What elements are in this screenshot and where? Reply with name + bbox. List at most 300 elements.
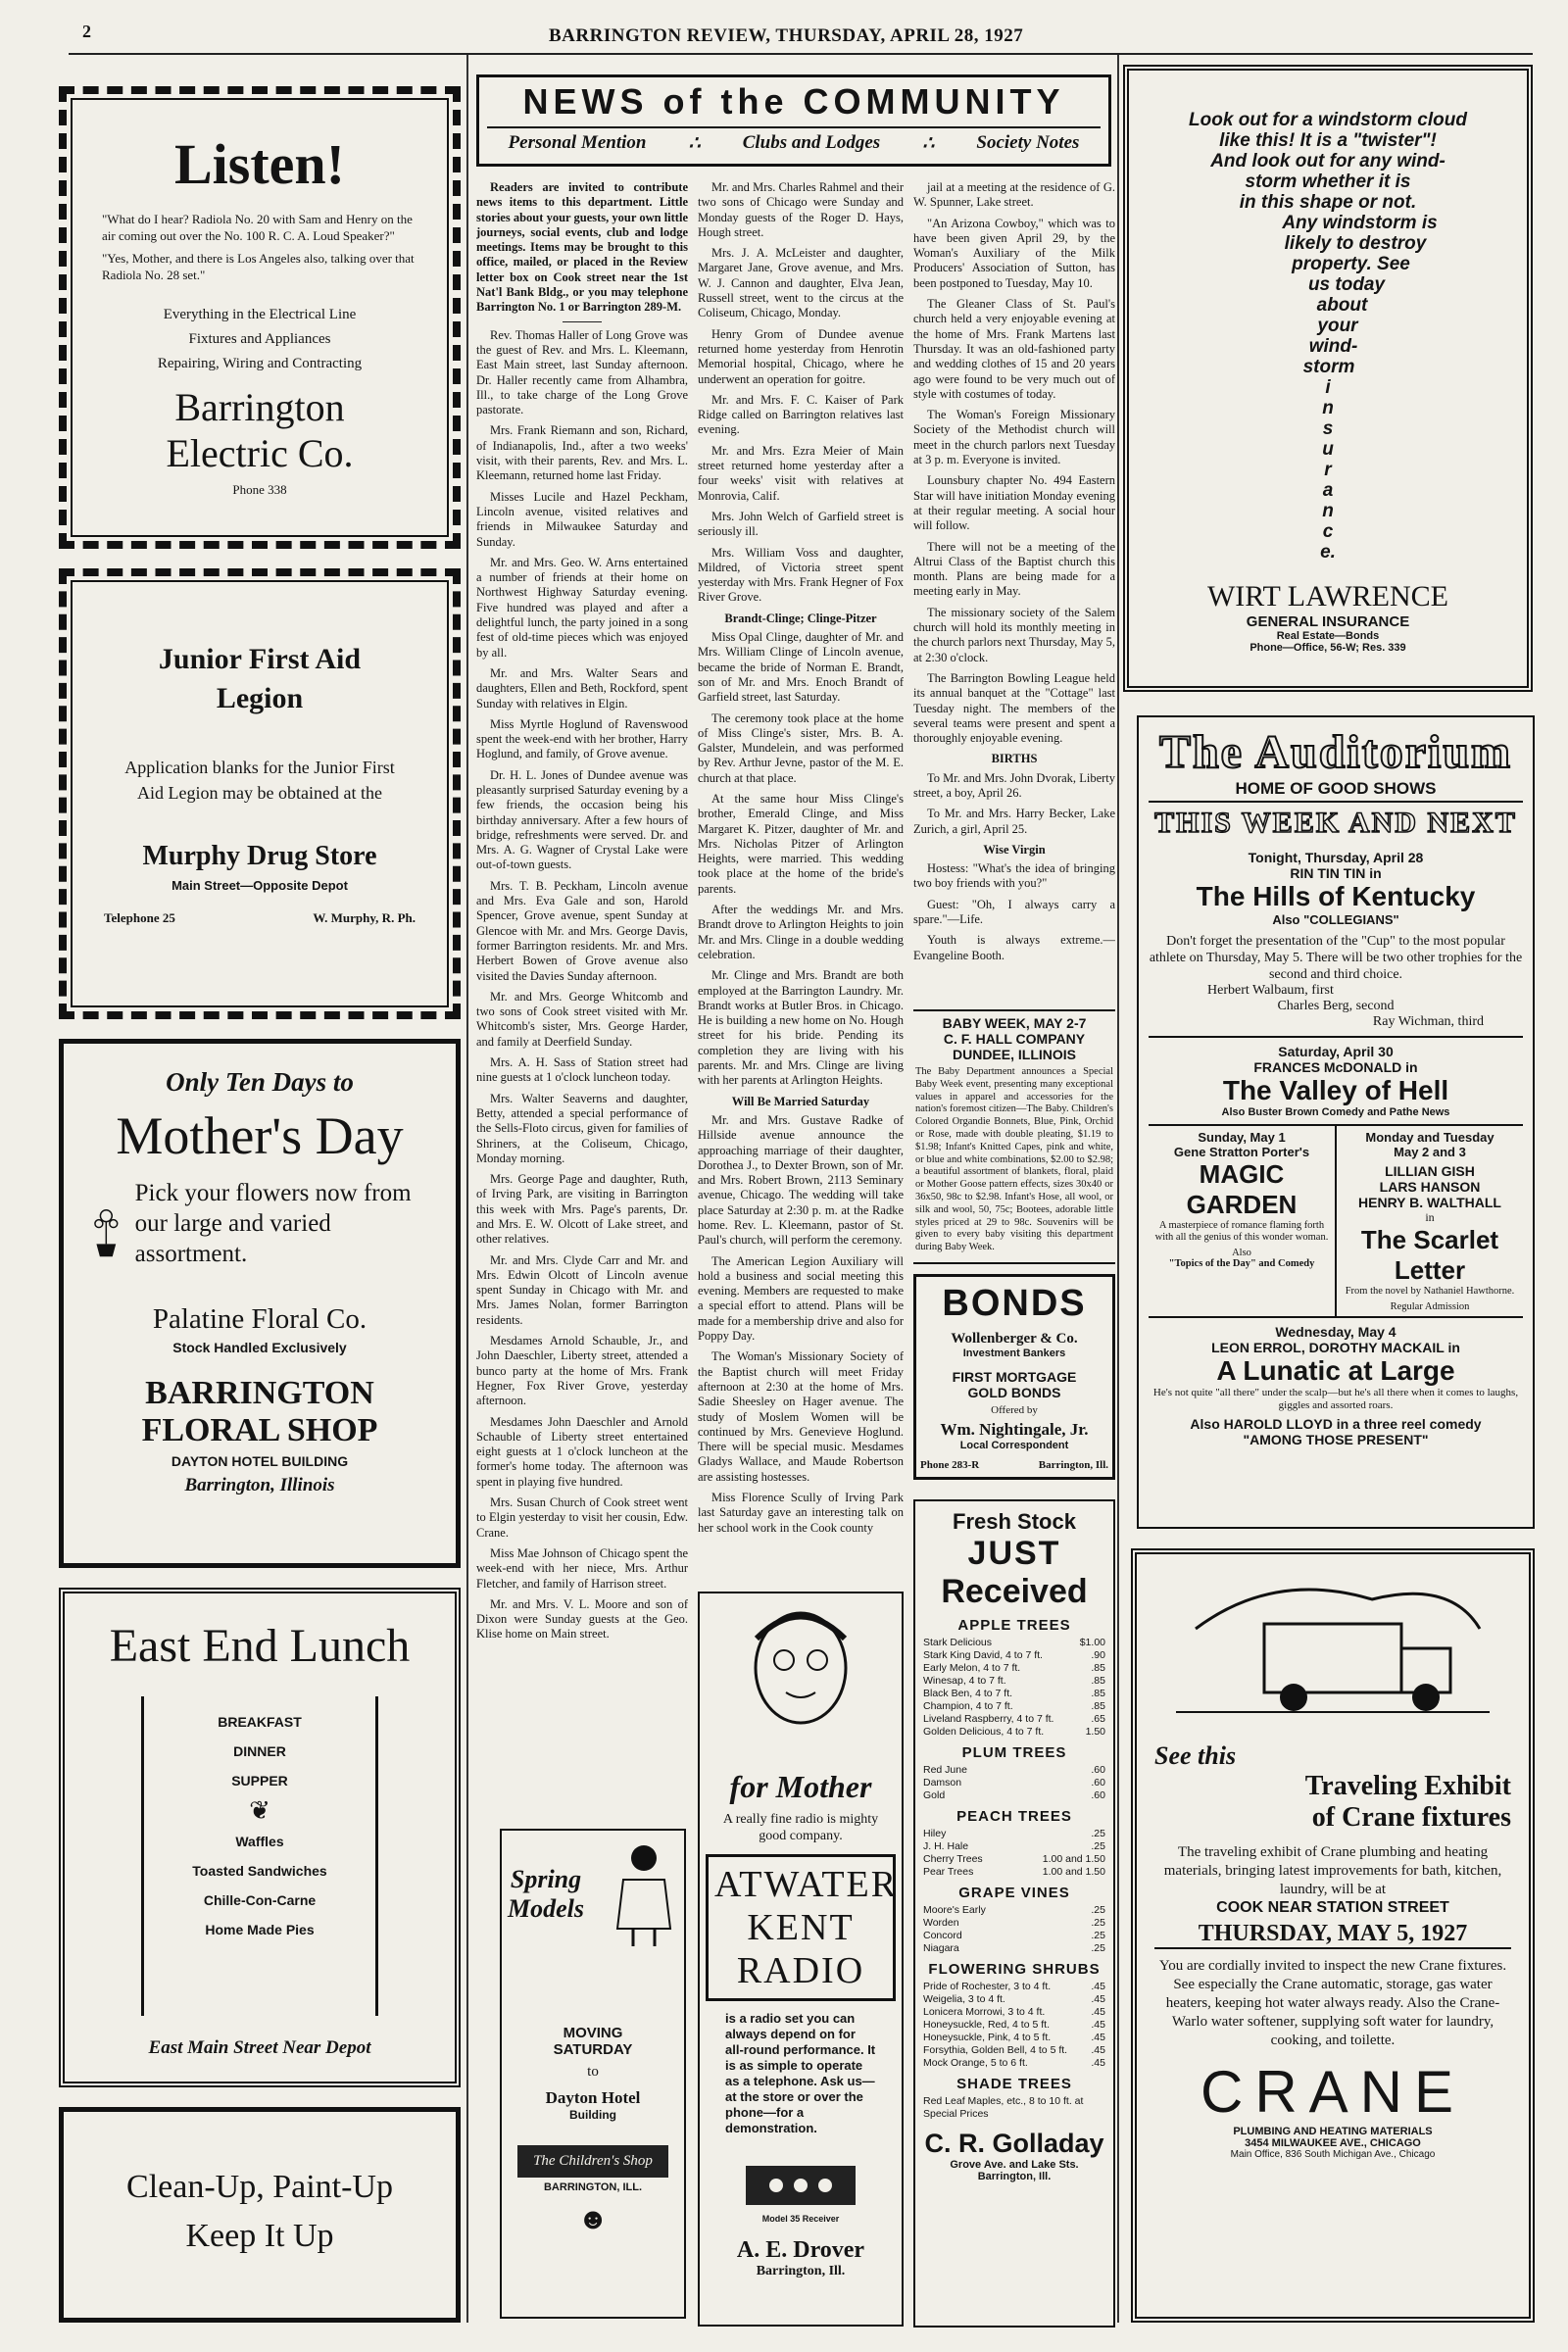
- film-title: The Hills of Kentucky: [1196, 881, 1476, 911]
- price-list: [923, 1617, 1105, 2121]
- masthead-title: BARRINGTON REVIEW, THURSDAY, APRIL 28, 1927: [549, 25, 1024, 46]
- price-item: Lonicera Morrowi, 3 to 4 ft.: [923, 2006, 1046, 2018]
- news-item: Mrs. T. B. Peckham, Lincoln avenue and Mrs. Eva Gale and son, Harold Spencer, Grove avenue, spent Sunday at Glencoe with Mr. and Mrs. George Davis, former Barrington residents. Mr. and Mrs. Herbert Bowen of Grove avenue also visited the Davies Sunday afternoon.: [476, 878, 688, 983]
- show-star: RIN TIN TIN in: [1290, 865, 1382, 881]
- column-rule: [1117, 55, 1119, 2323]
- price-value: .90: [1091, 1649, 1105, 1661]
- price-row: [923, 1981, 1105, 1993]
- store-address: Main Street—Opposite Depot: [172, 878, 348, 893]
- price-item: Black Ben, 4 to 7 ft.: [923, 1688, 1013, 1699]
- ad-dialog: "What do I hear? Radiola No. 20 with Sam and Henry on the air coming out over the No. 100 R. C. A. Loud Speaker?": [102, 212, 413, 243]
- price-row: [923, 1675, 1105, 1688]
- windstorm-line: storm whether it is: [1245, 172, 1411, 192]
- firm-name: Wollenberger & Co.: [951, 1331, 1078, 1347]
- dealer-city: Barrington, Ill.: [756, 2264, 846, 2278]
- price-section-heading: SHADE TREES: [956, 2076, 1072, 2092]
- electric-company-ad: [59, 86, 461, 549]
- price-row: [923, 1726, 1105, 1739]
- price-item: Honeysuckle, Pink, 4 to 5 ft.: [923, 2032, 1052, 2043]
- price-value: .85: [1091, 1662, 1105, 1674]
- shop-sign: The Children's Shop: [517, 2145, 668, 2178]
- agent-phone: Phone—Office, 56-W; Res. 339: [1250, 642, 1406, 654]
- show-date: Wednesday, May 4: [1275, 1324, 1396, 1340]
- windstorm-line: n: [1322, 501, 1334, 521]
- price-item: Gold: [923, 1789, 946, 1801]
- price-value: .45: [1091, 2032, 1105, 2043]
- news-item: Hostess: "What's the idea of bringing two boy friends with you?": [913, 861, 1115, 891]
- auditorium-ad: [1137, 715, 1535, 1529]
- price-row: [923, 1688, 1105, 1700]
- price-item: Concord: [923, 1930, 962, 1941]
- news-item: Mrs. J. A. McLeister and daughter, Margaret Jane, Grove avenue, and Mrs. W. J. Cannon and daughter, Elva Jean, Russell street, went to the circus at the Coliseum, Chicago, Monday.: [698, 246, 904, 320]
- price-row: [923, 1713, 1105, 1726]
- ad-title: Fresh Stock: [953, 1509, 1076, 1534]
- ad-title: Junior First Aid: [158, 643, 362, 675]
- moving-line: Building: [569, 2108, 616, 2122]
- price-item: Early Melon, 4 to 7 ft.: [923, 1662, 1021, 1674]
- ad-body: You are cordially invited to inspect the new Crane fixtures. See especially the Crane automatic, storage, gas water heaters, keeping hot water always ready. Also the Crane-Warlo water softener, supplying soft water for laundry, cooking, and toilette.: [1158, 1958, 1507, 2048]
- price-value: .25: [1091, 1904, 1105, 1916]
- windstorm-line: s: [1322, 418, 1334, 439]
- agent-role: Local Correspondent: [959, 1440, 1069, 1451]
- show-star: Gene Stratton Porter's: [1173, 1145, 1310, 1159]
- price-section-heading: GRAPE VINES: [958, 1885, 1070, 1901]
- windstorm-line: like this! It is a "twister"!: [1219, 130, 1437, 151]
- news-item: Mr. Clinge and Mrs. Brandt are both employed at the Barrington Laundry. Mr. Brandt works at Butler Bros. in Chicago. He is building a new home on No. Hough street for his bride. Pending its completion they are living with his parents. Mr. and Mrs. Clinge are living with her parents at Arlington Heights.: [698, 968, 904, 1088]
- ad-footer: [104, 910, 416, 926]
- windstorm-text: [1149, 110, 1507, 563]
- price-row: [923, 2032, 1105, 2044]
- news-subhead: Brandt-Clinge; Clinge-Pitzer: [724, 611, 877, 625]
- price-item: Moore's Early: [923, 1904, 986, 1916]
- cast-name: HENRY B. WALTHALL: [1358, 1195, 1501, 1210]
- ad-body: The Baby Department announces a Special Baby Week event, presenting many exceptional values in apparel and accessories for the nation's foremost citizen—The Baby. Children's Colored Organdie Bonnets, Blue, Pink, Orchid or Rose, made with double pleating, $1.19 to $1.98; Infant's Knitted Capes, pink and white, or blue and white combinations, $2.00 to $2.98; a beautiful assortment of blankets, floral, plaid or Mother Goose pattern effects, sizes 30x40 or 36x50, 98c to $2.98. Infant's Hose, all wool, or silk and wool, 50, 75c; Bootees, adorable little styles priced at 29 to 98c. Souvenirs will be given to every baby visiting this department during Baby Week.: [915, 1066, 1113, 1253]
- news-item: Mr. and Mrs. Charles Rahmel and their two sons of Chicago were Sunday and Monday guests of the Roger D. Hays, Hough street.: [698, 180, 904, 239]
- show-extra: "AMONG THOSE PRESENT": [1243, 1432, 1429, 1447]
- shop-city: Barrington, Illinois: [184, 1475, 335, 1495]
- menu-item: Chille-Con-Carne: [203, 1892, 317, 1908]
- column-rule: [466, 55, 468, 2323]
- film-title: The Scarlet: [1360, 1225, 1499, 1254]
- film-title: GARDEN: [1186, 1190, 1298, 1219]
- windstorm-line: u: [1322, 439, 1334, 460]
- price-row: [923, 1637, 1105, 1649]
- lunch-location: East Main Street Near Depot: [148, 2037, 371, 2058]
- price-item: Weigelia, 3 to 4 ft.: [923, 1993, 1005, 2005]
- price-row: [923, 1649, 1105, 1662]
- shop-name: FLORAL SHOP: [141, 1412, 378, 1448]
- ad-line: Everything in the Electrical Line: [163, 307, 357, 322]
- winner: Herbert Walbaum, first: [1207, 983, 1334, 998]
- windstorm-line: Any windstorm is: [1282, 213, 1438, 233]
- slogan-line: Clean-Up, Paint-Up: [126, 2169, 393, 2205]
- news-item: Mrs. George Page and daughter, Ruth, of Irving Park, are visiting in Barrington this week with Mrs. Page's parents, Dr. and Mrs. E. W. Olcott of Lake street, and other relatives.: [476, 1172, 688, 1247]
- dealer-name: C. R. Golladay: [924, 2129, 1104, 2158]
- windstorm-line: storm: [1302, 357, 1355, 377]
- price-row: [923, 1853, 1105, 1866]
- price-row: [923, 1828, 1105, 1840]
- show-desc: A masterpiece of romance flaming forth with all the genius of this wonder woman.: [1154, 1220, 1329, 1243]
- news-item: Mrs. Walter Seaverns and daughter, Betty, attended a special performance of the Sells-Floto circus, given for families of Shriners, at the Coliseum, Chicago, Monday morning.: [476, 1091, 688, 1165]
- price-row: [923, 1700, 1105, 1713]
- news-item: Mr. and Mrs. Geo. W. Arns entertained a number of friends at their home on Northwest Highway Saturday evening. Five hundred was played and after a delightful lunch, the party joined in a song fest of old-time pieces which was enjoyed by all.: [476, 555, 688, 660]
- show-date: Sunday, May 1: [1198, 1130, 1286, 1145]
- price-item: Forsythia, Golden Bell, 4 to 5 ft.: [923, 2044, 1068, 2056]
- show-also: Also: [1232, 1248, 1251, 1258]
- news-item: The missionary society of the Salem church will hold its monthly meeting in the church parlors next Thursday, May 5, at 2:30 o'clock.: [913, 605, 1115, 664]
- news-item: Misses Lucile and Hazel Peckham, Lincoln avenue, visited relatives and friends in Milwaukee Saturday and Sunday.: [476, 489, 688, 549]
- flower-row: [89, 1178, 430, 1286]
- separator: [563, 321, 602, 322]
- show-note: Don't forget the presentation of the "Cup" to the most popular athlete on Thursday, May 5. There will be two other trophies for the second and third choice.: [1149, 934, 1523, 982]
- spring-title: [508, 1865, 584, 1924]
- news-item: Mr. and Mrs. Walter Sears and daughters, Ellen and Beth, Rockford, spent Sunday with relatives in Elgin.: [476, 665, 688, 710]
- show-star: LEON ERROL, DOROTHY MACKAIL in: [1211, 1340, 1460, 1355]
- news-item: Mesdames Arnold Schauble, Jr., and John Daeschler, Liberty street, attended a bunco party at the home of Mrs. Frank Hegner, Fox River Grove, yesterday afternoon.: [476, 1334, 688, 1408]
- menu-item: SUPPER: [231, 1773, 288, 1788]
- price-value: .25: [1091, 1917, 1105, 1929]
- crane-address: 3454 MILWAUKEE AVE., CHICAGO: [1245, 2137, 1421, 2149]
- price-row: [923, 1840, 1105, 1853]
- price-item: Stark King David, 4 to 7 ft.: [923, 1649, 1043, 1661]
- ad-title: C. F. HALL COMPANY: [943, 1031, 1086, 1047]
- windstorm-line: i: [1325, 377, 1331, 398]
- news-item: Mrs. Susan Church of Cook street went to Elgin yesterday to visit her cousin, Edw. Crane.: [476, 1495, 688, 1540]
- ad-title: JUST: [967, 1535, 1061, 1572]
- crane-ad: [1131, 1548, 1535, 2323]
- crane-headline: of Crane fixtures: [1311, 1802, 1511, 1833]
- price-item: Winesap, 4 to 7 ft.: [923, 1675, 1006, 1687]
- moving-line: SATURDAY: [553, 2041, 633, 2058]
- windstorm-line: in this shape or not.: [1239, 192, 1417, 213]
- news-item: The Woman's Missionary Society of the Baptist church will meet Friday afternoon at 2:30 at the home of Mrs. Sadie Sheesley on Hager avenue. The study of Moslem Women will be continued by Mrs. Genevieve Hoglund. There will be special music. Mesdames Gladys Wallace, and Maude Robertson are assisting hostesses.: [698, 1349, 904, 1484]
- price-row: [923, 2006, 1105, 2019]
- show-desc: From the novel by Nathaniel Hawthorne.: [1345, 1286, 1515, 1297]
- childrens-shop-ad: [500, 1829, 686, 2319]
- price-item: Liveland Raspberry, 4 to 7 ft.: [923, 1713, 1054, 1725]
- windstorm-line: likely to destroy: [1284, 233, 1427, 254]
- price-row: [923, 2108, 1105, 2121]
- news-item: Miss Mae Johnson of Chicago spent the week-end with her niece, Mrs. Arthur Fletcher, and family of Harrison street.: [476, 1545, 688, 1591]
- shop-city: BARRINGTON, ILL.: [543, 2181, 642, 2193]
- agent-sub: Real Estate—Bonds: [1276, 630, 1380, 642]
- spring-title-line: Models: [508, 1894, 584, 1923]
- theater-tagline: HOME OF GOOD SHOWS: [1149, 779, 1523, 803]
- news-column-c: [913, 180, 1115, 1004]
- price-value: .60: [1091, 1777, 1105, 1788]
- price-section-heading: APPLE TREES: [957, 1617, 1071, 1634]
- price-value: .45: [1091, 2006, 1105, 2018]
- price-value: .60: [1091, 1789, 1105, 1801]
- news-item: Miss Florence Scully of Irving Park last Saturday gave an interesting talk on her school work in the Cook county: [698, 1491, 904, 1535]
- price-row: [923, 1764, 1105, 1777]
- ad-body: The traveling exhibit of Crane plumbing and heating materials, bringing latest improvements for bath, kitchen, laundry, will be at: [1163, 1844, 1502, 1897]
- price-value: 1.00 and 1.50: [1042, 1853, 1105, 1865]
- price-value: .60: [1091, 1764, 1105, 1776]
- news-item: Readers are invited to contribute news items to this department. Little stories about your guests, your own little journeys, social events, club and lodge meetings. Items may be brought to this office, mailed, or placed in the Review letter box on Cook street near the 1st Nat'l Bank Bldg., or you may telephone Barrington No. 1 or Barrington 289-M.: [476, 180, 688, 315]
- news-item: jail at a meeting at the residence of G. W. Spunner, Lake street.: [913, 180, 1115, 210]
- price-row: [923, 1866, 1105, 1879]
- brand-line: ATWATER: [714, 1864, 899, 1905]
- slogan-line: Keep It Up: [185, 2218, 334, 2254]
- film-title: Letter: [1394, 1255, 1466, 1285]
- price-row: [923, 1662, 1105, 1675]
- price-item: Red Leaf Maples, etc., 8 to 10 ft. at: [923, 2095, 1084, 2107]
- news-item: Mr. and Mrs. F. C. Kaiser of Park Ridge called on Barrington relatives last evening.: [698, 392, 904, 437]
- community-banner: [476, 74, 1111, 167]
- show-date: Monday and Tuesday: [1365, 1130, 1494, 1145]
- price-item: Cherry Trees: [923, 1853, 983, 1865]
- moving-line: MOVING: [563, 2025, 623, 2041]
- news-item: Mr. and Mrs. Gustave Radke of Hillside avenue announce the approaching marriage of their daughter, Dorothea J., to Dexter Brown, son of Mr. and Mrs. Robert Brown, 2113 Seminary avenue, Chicago. The wedding will take place Saturday at 2:30 p. m. at the Radke home. Rev. L. Kleemann, pastor of St. Paul's church, will perform the ceremony.: [698, 1112, 904, 1248]
- price-row: [923, 1789, 1105, 1802]
- brand-line: KENT: [747, 1907, 855, 1948]
- ad-headline: BONDS: [942, 1283, 1087, 1324]
- firm-sub: Investment Bankers: [962, 1348, 1066, 1359]
- price-value: .45: [1091, 2057, 1105, 2069]
- news-item: Mrs. William Voss and daughter, Mildred, of Victoria street spent yesterday with Mrs. Frank Hegner of Fox River Grove.: [698, 545, 904, 605]
- agent-name: Wm. Nightingale, Jr.: [940, 1420, 1089, 1439]
- news-item: There will not be a meeting of the Altrui Class of the Baptist church this month. Plans are being made for a meeting early in May.: [913, 539, 1115, 599]
- menu-item: DINNER: [233, 1743, 286, 1759]
- saturday-block: [1149, 1036, 1523, 1118]
- windstorm-line: your: [1317, 316, 1358, 336]
- banner-subhead: Clubs and Lodges: [742, 132, 881, 153]
- price-item: J. H. Hale: [923, 1840, 969, 1852]
- crest-icon: ☻: [577, 2203, 609, 2235]
- news-item: The Barrington Bowling League held its annual banquet at the "Cottage" last Tuesday night. The members of the several teams were present and spent a thoroughly enjoyable evening.: [913, 670, 1115, 746]
- ad-tagline: A really fine radio is mighty good company.: [722, 1812, 879, 1843]
- ad-phone: Phone 338: [232, 482, 287, 497]
- price-item: Damson: [923, 1777, 962, 1788]
- first-aid-ad: [59, 568, 461, 1019]
- price-value: .25: [1091, 1840, 1105, 1852]
- price-item: Worden: [923, 1917, 959, 1929]
- show-extra: "Topics of the Day" and Comedy: [1168, 1258, 1315, 1269]
- cleanup-ad: [59, 2107, 461, 2323]
- price-row: [923, 1942, 1105, 1955]
- store-name: Murphy Drug Store: [142, 841, 377, 871]
- ad-body: Pick your flowers now from our large and varied assortment.: [134, 1180, 412, 1267]
- split-block: [1149, 1124, 1523, 1316]
- model-caption: Model 35 Receiver: [761, 2214, 840, 2224]
- news-item: Miss Opal Clinge, daughter of Mr. and Mrs. William Clinge of Lincoln avenue, became the bride of Norman E. Brandt, son of Mr. and Mrs. Enoch Brandt of Garfield street, last Saturday.: [698, 630, 904, 705]
- news-item: Mr. and Mrs. Ezra Meier of Main street returned home yesterday after a four weeks' visit with relatives at Monrovia, Calif.: [698, 443, 904, 503]
- agent-name: WIRT LAWRENCE: [1206, 580, 1449, 612]
- price-value: .45: [1091, 2044, 1105, 2056]
- news-item: Youth is always extreme.—Evangeline Booth.: [913, 933, 1115, 962]
- ad-dialog: "Yes, Mother, and there is Los Angeles also, talking over that Radiola No. 28 set.": [102, 251, 415, 282]
- news-subhead: BIRTHS: [991, 752, 1038, 766]
- mother-portrait-icon: [708, 1599, 894, 1746]
- page-header: [0, 0, 1568, 51]
- ad-title: Legion: [216, 682, 304, 714]
- news-item: The American Legion Auxiliary will hold a business and social meeting this evening. Members are requested to make a special effort to attend. Plans will be made for a membership drive and also for Poppy Day.: [698, 1253, 904, 1344]
- price-row: [923, 2095, 1105, 2108]
- news-item: Miss Myrtle Hoglund of Ravenswood spent the week-end with her brother, Harry Hoglund, and family, of Grove avenue.: [476, 716, 688, 761]
- menu-item: BREAKFAST: [218, 1714, 302, 1730]
- ad-headline: East End Lunch: [109, 1620, 411, 1672]
- price-value: .45: [1091, 1981, 1105, 1992]
- ad-phone: Phone 283-R: [920, 1459, 980, 1471]
- show-adm: Regular Admission: [1390, 1301, 1470, 1312]
- company-name: Palatine Floral Co.: [152, 1303, 368, 1335]
- windstorm-line: about: [1316, 295, 1368, 316]
- news-item: Henry Grom of Dundee avenue returned home yesterday from Henrotin Memorial hospital, Chicago, where he underwent an operation for goitre.: [698, 326, 904, 386]
- crane-see: See this: [1154, 1741, 1237, 1770]
- banner-title: NEWS of the COMMUNITY: [522, 81, 1065, 122]
- agent-title: GENERAL INSURANCE: [1246, 613, 1410, 630]
- price-item: Mock Orange, 5 to 6 ft.: [923, 2057, 1028, 2069]
- ad-headline: Mother's Day: [116, 1106, 404, 1165]
- lunch-ad: [59, 1588, 461, 2087]
- moving-line: to: [587, 2064, 599, 2080]
- baby-week-ad: [913, 1009, 1115, 1264]
- price-section-heading: PEACH TREES: [956, 1808, 1072, 1825]
- price-item: Stark Delicious: [923, 1637, 993, 1648]
- price-item: Niagara: [923, 1942, 959, 1954]
- truck-illustration-icon: [1156, 1570, 1509, 1727]
- dealer-name: A. E. Drover: [736, 2237, 865, 2263]
- theater-name: The Auditorium: [1158, 726, 1513, 778]
- monday-block: [1337, 1126, 1523, 1316]
- price-row: [923, 1930, 1105, 1942]
- brand-box: [706, 1854, 899, 2001]
- news-item: Rev. Thomas Haller of Long Grove was the guest of Rev. and Mrs. L. Kleemann, East Main street, last Sunday afternoon. Dr. Haller recently came from Alhambra, Ill., to take charge of the Long Grove pastorate.: [476, 327, 688, 417]
- price-item: Red June: [923, 1764, 967, 1776]
- news-item: The ceremony took place at the home of Miss Clinge's sister, Mrs. B. A. Galster, Mundelein, and was performed by Rev. Arthur Jevne, pastor of the M. E. church at that place.: [698, 710, 904, 785]
- header-rule: [69, 53, 1533, 55]
- windstorm-line: e.: [1320, 542, 1336, 563]
- ad-headline: for Mother: [729, 1769, 872, 1804]
- film-title: The Valley of Hell: [1222, 1075, 1449, 1105]
- news-item: Mrs. A. H. Sass of Station street had nine guests at 1 o'clock luncheon today.: [476, 1055, 688, 1085]
- ad-headline: Listen!: [174, 132, 345, 196]
- news-item: The Gleaner Class of St. Paul's church held a very enjoyable evening at the home of Mrs. Frank Martens last Thursday. It was an old-fashioned party and wedding clothes of 15 and 20 years ago were found to be very much out of style with costumes of today.: [913, 297, 1115, 401]
- news-item: Mr. and Mrs. George Whitcomb and two sons of Cook street visited with Mr. Whitcomb's sister, Mrs. George Harder, and family at Deerfield Sunday.: [476, 989, 688, 1049]
- news-item: Mrs. Frank Riemann and son, Richard, of Indianapolis, Ind., after a two weeks' visit, with their parents, Rev. and Mrs. L. Kleemann, returned home last Friday.: [476, 423, 688, 483]
- show-desc: He's not quite "all there" under the scalp—but he's all there when it comes to laughs, giggles and assorted roars.: [1152, 1387, 1519, 1411]
- page-number: 2: [82, 22, 91, 41]
- ad-body: is a radio set you can always depend on for all-round performance. It is as simple to operate as a telephone. Ask us—at the store or over the phone—for a demonstration.: [725, 2011, 876, 2135]
- banner-subhead: Personal Mention: [508, 132, 647, 153]
- wednesday-block: [1149, 1316, 1523, 1447]
- menu-item: Home Made Pies: [205, 1922, 315, 1937]
- banner-subhead: Society Notes: [976, 132, 1080, 153]
- ornament-icon: ❦: [249, 1796, 270, 1825]
- ad-line: Stock Handled Exclusively: [172, 1340, 347, 1355]
- dealer-address: Grove Ave. and Lake Sts.: [950, 2159, 1079, 2171]
- show-date: Tonight, Thursday, April 28: [1248, 850, 1424, 865]
- price-value: .45: [1091, 2019, 1105, 2031]
- price-row: [923, 2019, 1105, 2032]
- news-item: Mr. and Mrs. V. L. Moore and son of Dixon were Sunday guests at the Geo. Klise home on Main street.: [476, 1596, 688, 1642]
- film-title: A Lunatic at Large: [1216, 1355, 1455, 1386]
- news-item: Lounsbury chapter No. 494 Eastern Star will have initiation Monday evening at their regular meeting. A social hour will follow.: [913, 473, 1115, 533]
- price-value: .85: [1091, 1700, 1105, 1712]
- dealer-city: Barrington, Ill.: [977, 2171, 1052, 2182]
- show-star: FRANCES McDONALD in: [1253, 1059, 1418, 1075]
- news-item: "An Arizona Cowboy," which was to have been given April 29, by the Woman's Auxiliary of the Milk Producers' Association of Sutton, has been postponed to Tuesday, May 10.: [913, 216, 1115, 290]
- price-section-heading: FLOWERING SHRUBS: [928, 1961, 1101, 1978]
- price-item: Honeysuckle, Red, 4 to 5 ft.: [923, 2019, 1050, 2031]
- banner-subheads: [487, 126, 1101, 155]
- ad-title: DUNDEE, ILLINOIS: [952, 1047, 1076, 1062]
- news-item: Dr. H. L. Jones of Dundee avenue was pleasantly surprised Saturday evening by a few friends, the occasion being his birthday anniversary. After a few hours of bridge, refreshments were served. Dr. and Mrs. A. G. Wagner of Crystal Lake were out-of-town guests.: [476, 767, 688, 872]
- radio-ad: [698, 1592, 904, 2327]
- crane-headline: Traveling Exhibit: [1304, 1771, 1511, 1801]
- news-item: Mesdames John Daeschler and Arnold Schauble of Liberty street entertained eight guests at 1 o'clock luncheon at the former's home today. The afternoon was spent in playing five hundred.: [476, 1414, 688, 1489]
- price-value: .85: [1091, 1688, 1105, 1699]
- ad-title: Received: [941, 1573, 1088, 1610]
- price-row: [923, 1917, 1105, 1930]
- news-item: The Woman's Foreign Missionary Society of the Methodist church will meet in the church parlors next Tuesday at 3 p. m. Everyone is invited.: [913, 408, 1115, 467]
- price-item: Pride of Rochester, 3 to 4 ft.: [923, 1981, 1052, 1992]
- company-name: Barrington: [174, 385, 345, 429]
- ad-body: Application blanks for the Junior First Aid Legion may be obtained at the: [124, 758, 395, 803]
- news-item: Mrs. John Welch of Garfield street is seriously ill.: [698, 509, 904, 539]
- price-value: 1.50: [1085, 1726, 1105, 1738]
- radio-set-icon: [742, 2160, 859, 2209]
- company-name: Electric Co.: [166, 431, 354, 475]
- price-row: [923, 2044, 1105, 2057]
- winner: Ray Wichman, third: [1372, 1014, 1484, 1029]
- insurance-ad: [1123, 65, 1533, 692]
- show-date: May 2 and 3: [1394, 1145, 1466, 1159]
- price-value: .65: [1091, 1713, 1105, 1725]
- moving-line: Dayton Hotel: [545, 2088, 641, 2107]
- ad-line: Repairing, Wiring and Contracting: [157, 356, 363, 371]
- news-item: To Mr. and Mrs. John Dvorak, Liberty street, a boy, April 26.: [913, 770, 1115, 800]
- brand-logo: CRANE: [1200, 2059, 1466, 2125]
- ad-title: BABY WEEK, MAY 2-7: [942, 1015, 1087, 1031]
- price-item: Champion, 4 to 7 ft.: [923, 1700, 1013, 1712]
- flower-pot-icon: [89, 1178, 123, 1286]
- sunday-block: [1149, 1126, 1337, 1316]
- price-value: .25: [1091, 1942, 1105, 1954]
- menu-box: [141, 1696, 378, 2016]
- windstorm-line: And look out for any wind-: [1210, 151, 1446, 172]
- shop-building: DAYTON HOTEL BUILDING: [171, 1453, 349, 1469]
- show-date: Saturday, April 30: [1278, 1044, 1394, 1059]
- winner: Charles Berg, second: [1277, 999, 1395, 1013]
- price-row: [923, 1904, 1105, 1917]
- cast-name: LILLIAN GISH: [1385, 1163, 1475, 1179]
- price-value: $1.00: [1079, 1637, 1105, 1648]
- show-extra: Also Buster Brown Comedy and Pathe News: [1221, 1106, 1450, 1118]
- price-item: Pear Trees: [923, 1866, 974, 1878]
- price-item: Hiley: [923, 1828, 947, 1839]
- spring-title-line: Spring: [510, 1865, 582, 1893]
- price-item: Special Prices: [923, 2108, 989, 2120]
- bond-type: FIRST MORTGAGE: [952, 1369, 1077, 1385]
- banner-divider: ∴: [922, 133, 935, 154]
- price-value: .45: [1091, 1993, 1105, 2005]
- schedule-heading: THIS WEEK AND NEXT: [1154, 807, 1517, 839]
- windstorm-line: Look out for a windstorm cloud: [1189, 110, 1467, 130]
- windstorm-line: n: [1322, 398, 1334, 418]
- price-row: [923, 1993, 1105, 2006]
- offered-by: Offered by: [991, 1404, 1038, 1416]
- windstorm-line: property. See: [1292, 254, 1410, 274]
- price-value: .85: [1091, 1675, 1105, 1687]
- spring-header: [508, 1840, 678, 1948]
- pharmacist: W. Murphy, R. Ph.: [313, 910, 416, 925]
- show-extra: Also HAROLD LLOYD in a three reel comedy: [1190, 1416, 1482, 1432]
- news-subhead: Will Be Married Saturday: [731, 1094, 870, 1108]
- bonds-footer: [920, 1459, 1108, 1471]
- news-item: Mr. and Mrs. Clyde Carr and Mr. and Mrs. Edwin Olcott of Lincoln avenue spent Sunday in Chicago with Mr. and Mrs. James Nolan, former Barrington residents.: [476, 1252, 688, 1327]
